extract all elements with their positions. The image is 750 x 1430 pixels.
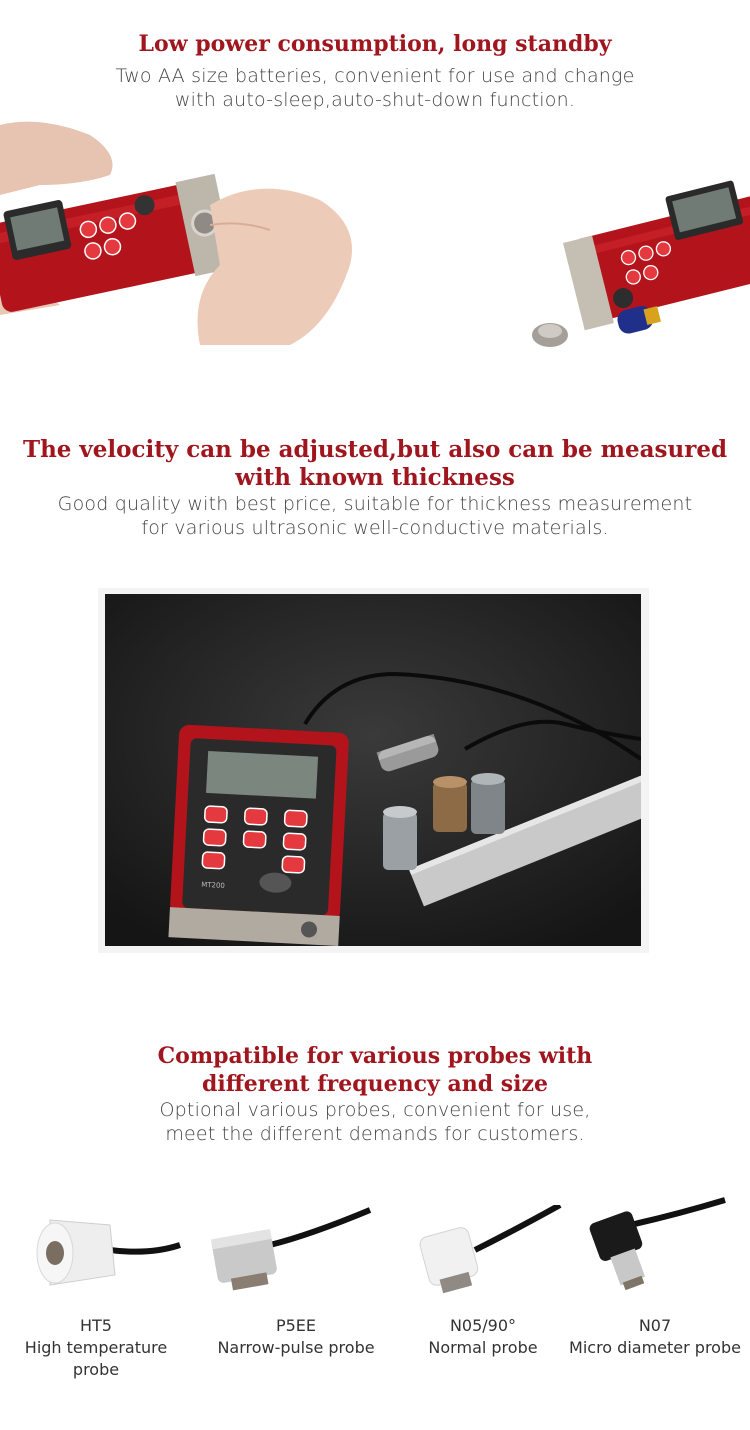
- gauge-photo-frame: [98, 588, 649, 953]
- section-text-line: Optional various probes, convenient for use,: [159, 1099, 591, 1121]
- probe-caption: [387, 1315, 579, 1359]
- probe-ht5-image: [20, 1195, 190, 1305]
- device-model-label: MT200: [201, 880, 226, 890]
- section-text-line: meet the different demands for customers.: [165, 1123, 585, 1145]
- probe-description: Narrow-pulse probe: [217, 1338, 375, 1357]
- section-title-line: different frequency and size: [202, 1071, 548, 1097]
- section-title: Low power consumption, long standby: [138, 31, 612, 57]
- probe-n05-image: [400, 1205, 570, 1305]
- section-text-line: with auto-sleep,auto-shut-down function.: [174, 89, 576, 111]
- section-text-line: Good quality with best price, suitable for thickness measurement: [57, 493, 693, 515]
- section-battery: [0, 30, 750, 112]
- section-probes: [0, 1042, 750, 1146]
- probe-code: N05/90°: [449, 1316, 517, 1335]
- probe-caption: [0, 1315, 192, 1381]
- section-velocity: [0, 436, 750, 540]
- probe-code: HT5: [80, 1316, 112, 1335]
- probe-p5ee-image: [200, 1205, 380, 1305]
- gauge-illustration: [105, 594, 641, 946]
- battery-insert-illustration: [0, 115, 380, 355]
- gauge-photo: [105, 594, 641, 946]
- section-text-line: Two AA size batteries, convenient for use and change: [115, 65, 635, 87]
- battery-insert-photo: [0, 115, 380, 355]
- probe-caption: [560, 1315, 750, 1359]
- probe-caption: [200, 1315, 392, 1359]
- probe-description: Micro diameter probe: [569, 1338, 741, 1357]
- probe-description: High temperature probe: [24, 1338, 168, 1379]
- probe-code: N07: [638, 1316, 672, 1335]
- section-title-line: The velocity can be adjusted,but also can be measured: [22, 436, 728, 463]
- section-text-line: for various ultrasonic well-conductive materials.: [141, 517, 609, 539]
- probe-code: P5EE: [275, 1316, 317, 1335]
- section-title-line: with known thickness: [235, 464, 515, 491]
- probe-n07-image: [575, 1195, 735, 1305]
- device-battery-illustration: [520, 180, 750, 370]
- device-battery-photo: [520, 180, 750, 370]
- section-title-line: Compatible for various probes with: [157, 1043, 593, 1069]
- probe-description: Normal probe: [428, 1338, 538, 1357]
